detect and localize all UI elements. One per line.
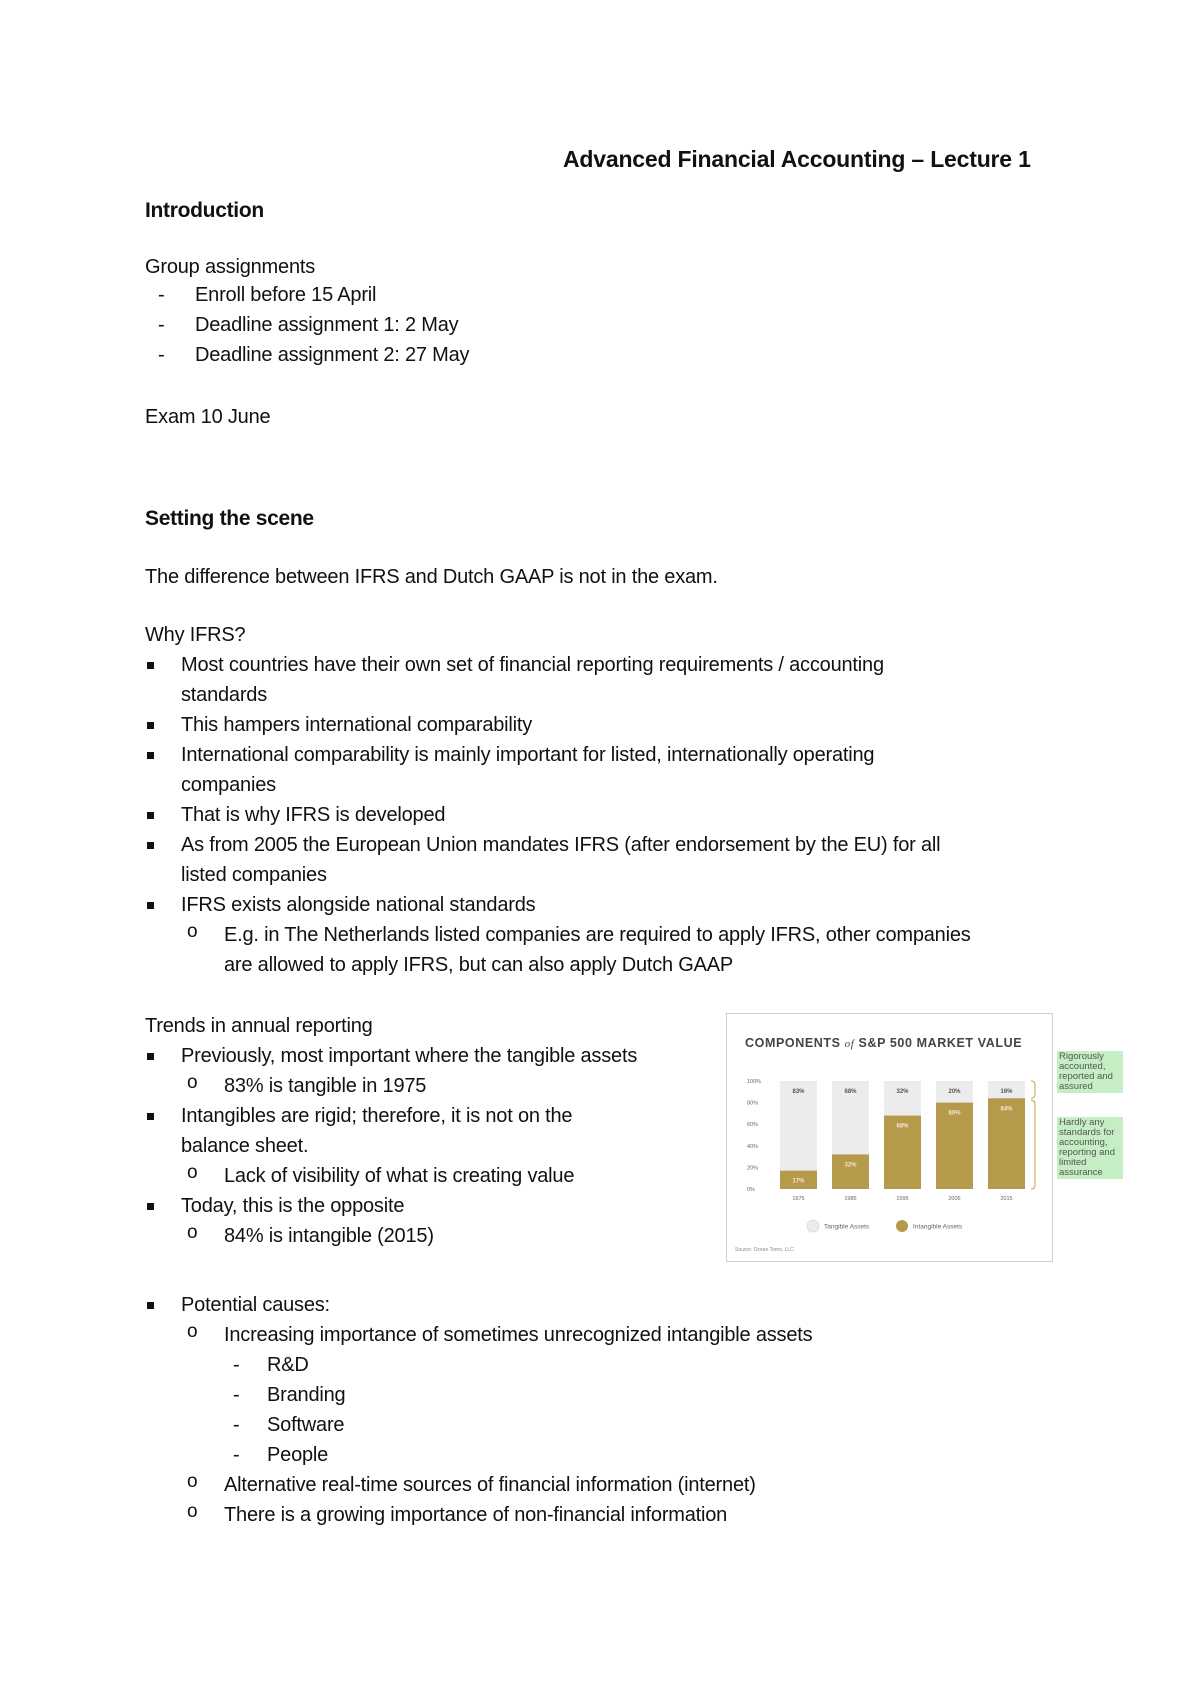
square-bullet	[147, 902, 154, 909]
y-tick-label: 60%	[747, 1122, 759, 1129]
circle-bullet: o	[187, 921, 198, 942]
why-item-cont: companies	[181, 774, 276, 796]
stacked-bar-chart	[727, 1014, 1052, 1261]
why-item: That is why IFRS is developed	[181, 804, 446, 826]
why-item-cont: listed companies	[181, 864, 327, 886]
cause-subitem: There is a growing importance of non-financial information	[224, 1504, 728, 1526]
trend-item: Intangibles are rigid; therefore, it is not on the	[181, 1105, 573, 1127]
cause-dash-item: Branding	[267, 1384, 346, 1406]
data-label-tangible: 68%	[844, 1089, 857, 1095]
causes-label: Potential causes:	[181, 1294, 330, 1316]
dash-bullet: -	[233, 1354, 240, 1376]
square-bullet	[147, 752, 154, 759]
trend-subitem: 83% is tangible in 1975	[224, 1075, 427, 1097]
why-item: This hampers international comparability	[181, 714, 533, 736]
square-bullet	[147, 1053, 154, 1060]
square-bullet	[147, 662, 154, 669]
trend-item: Previously, most important where the tangible assets	[181, 1045, 638, 1067]
figure-title-pre: COMPONENTS	[745, 1036, 841, 1050]
dash-bullet: -	[233, 1384, 240, 1406]
group-item: Deadline assignment 2: 27 May	[195, 344, 470, 366]
square-bullet	[147, 722, 154, 729]
trend-item-cont: balance sheet.	[181, 1135, 309, 1157]
introduction-heading: Introduction	[145, 199, 264, 222]
circle-bullet: o	[187, 1321, 198, 1342]
why-item: IFRS exists alongside national standards	[181, 894, 536, 916]
setting-scene-heading: Setting the scene	[145, 507, 314, 530]
square-bullet	[147, 1302, 154, 1309]
group-item: Enroll before 15 April	[195, 284, 377, 306]
figure-title-post: S&P 500 MARKET VALUE	[858, 1036, 1023, 1050]
cause-dash-item: R&D	[267, 1354, 309, 1376]
exam-note: The difference between IFRS and Dutch GAAP is not in the exam.	[145, 566, 718, 588]
cause-subitem: Alternative real-time sources of financial information (internet)	[224, 1474, 756, 1496]
bracket-tangible	[1031, 1081, 1035, 1098]
side-note-hardly-any: Hardly any standards for accounting, reporting and limited assurance	[1057, 1117, 1123, 1179]
y-tick-label: 0%	[747, 1187, 755, 1193]
dash-bullet: -	[158, 344, 165, 366]
figure-source: Source: Ocean Tomo, LLC	[735, 1247, 794, 1253]
exam-date: Exam 10 June	[145, 406, 271, 428]
y-tick-label: 100%	[747, 1079, 762, 1085]
bar-intangible	[832, 1154, 869, 1189]
trend-subitem: 84% is intangible (2015)	[224, 1225, 434, 1247]
x-tick-label: 1975	[792, 1196, 805, 1202]
why-item: Most countries have their own set of financial reporting requirements / accounting	[181, 654, 884, 676]
data-label-intangible: 32%	[844, 1162, 857, 1169]
cause-subitem: Increasing importance of sometimes unrecognized intangible assets	[224, 1324, 813, 1346]
dash-bullet: -	[158, 284, 165, 306]
why-subitem: E.g. in The Netherlands listed companies are required to apply IFRS, other companies	[224, 924, 971, 946]
figure-title-of: of	[844, 1038, 855, 1050]
x-tick-label: 2015	[1000, 1196, 1013, 1202]
side-note-rigorous: Rigorously accounted, reported and assured	[1057, 1051, 1123, 1093]
x-tick-label: 1985	[844, 1196, 857, 1202]
data-label-tangible: 32%	[896, 1089, 909, 1095]
data-label-tangible: 20%	[948, 1089, 961, 1095]
square-bullet	[147, 1203, 154, 1210]
y-tick-label: 80%	[747, 1100, 759, 1107]
data-label-tangible: 83%	[792, 1089, 805, 1095]
x-tick-label: 1995	[896, 1196, 909, 1202]
bar-tangible	[884, 1081, 921, 1116]
circle-bullet: o	[187, 1501, 198, 1522]
cause-dash-item: Software	[267, 1414, 345, 1436]
dash-bullet: -	[158, 314, 165, 336]
square-bullet	[147, 812, 154, 819]
why-ifrs-label: Why IFRS?	[145, 624, 246, 646]
trend-item: Today, this is the opposite	[181, 1195, 405, 1217]
trend-subitem: Lack of visibility of what is creating value	[224, 1165, 575, 1187]
legend-label-intangible: Intangible Assets	[913, 1223, 963, 1231]
why-item: As from 2005 the European Union mandates IFRS (after endorsement by the EU) for all	[181, 834, 941, 856]
legend-label-tangible: Tangible Assets	[824, 1223, 870, 1231]
dash-bullet: -	[233, 1444, 240, 1466]
square-bullet	[147, 1113, 154, 1120]
legend-swatch-intangible	[896, 1220, 908, 1232]
circle-bullet: o	[187, 1072, 198, 1093]
y-tick-label: 20%	[747, 1165, 759, 1172]
cause-dash-item: People	[267, 1444, 329, 1466]
y-tick-label: 40%	[747, 1143, 759, 1150]
why-item: International comparability is mainly important for listed, internationally operating	[181, 744, 875, 766]
data-label-tangible: 16%	[1000, 1089, 1013, 1095]
data-label-intangible: 80%	[948, 1110, 961, 1117]
why-item-cont: standards	[181, 684, 268, 706]
market-value-figure	[726, 1013, 1053, 1262]
data-label-intangible: 17%	[792, 1178, 805, 1185]
x-tick-label: 2005	[948, 1196, 961, 1202]
group-item: Deadline assignment 1: 2 May	[195, 314, 459, 336]
legend-swatch-tangible	[807, 1220, 819, 1232]
group-assignments-label: Group assignments	[145, 256, 316, 278]
circle-bullet: o	[187, 1222, 198, 1243]
data-label-intangible: 84%	[1000, 1106, 1013, 1113]
bracket-intangible	[1031, 1100, 1035, 1189]
circle-bullet: o	[187, 1162, 198, 1183]
data-label-intangible: 68%	[896, 1123, 909, 1130]
dash-bullet: -	[233, 1414, 240, 1436]
circle-bullet: o	[187, 1471, 198, 1492]
square-bullet	[147, 842, 154, 849]
why-subitem-cont: are allowed to apply IFRS, but can also apply Dutch GAAP	[224, 954, 734, 976]
trends-label: Trends in annual reporting	[145, 1015, 373, 1037]
document-title: Advanced Financial Accounting – Lecture 1	[563, 146, 1031, 172]
